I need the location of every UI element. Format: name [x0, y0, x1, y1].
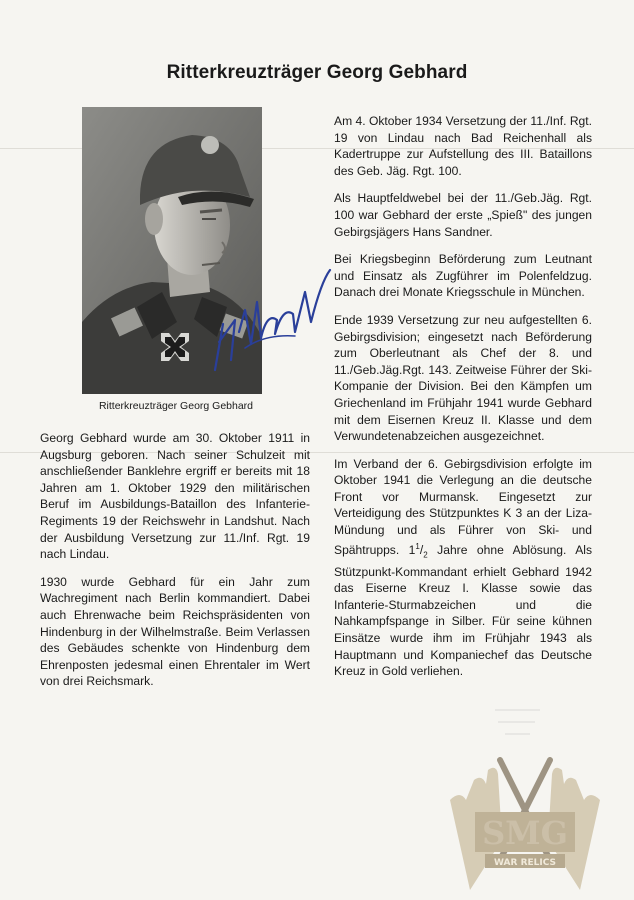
paragraph: Ende 1939 Versetzung zur neu aufgestellten 6. Gebirgsdivision; eingesetzt nach Beförderung zum Oberleutnant als Chef der 8. und 11./Geb.Jäg.Rgt. 143. Zeitweise Führer der Ski-Kompanie der Division. Bei den Kämpfen um Griechenland im Frühjahr 1941 wurde Gebhard mit dem Eisernen Kreuz II. Klasse und dem Verwundetenabzeichen ausgezeichnet.	[334, 312, 592, 444]
paragraph-text: Jahre ohne Ablösung. Als Stützpunkt-Kommandant erhielt Gebhard 1942 das Eiserne Kreuz I. Klasse sowie das Infanterie-Sturmabzeichen und die Nahkampfspange in Silber. Für seine kühnen Einsätze wurde ihm im Frühjahr 1943 als Hauptmann und Kompaniechef das Deutsche Kreuz in Gold verliehen.	[334, 542, 592, 679]
paragraph: Als Hauptfeldwebel bei der 11./Geb.Jäg. Rgt. 100 war Gebhard der erste „Spieß" des jungen Gebirgsjägers Hans Sandner.	[334, 191, 592, 239]
paragraph: Bei Kriegsbeginn Beförderung zum Leutnant und Einsatz als Zugführer im Polenfeldzug. Danach drei Monate Kriegsschule in München.	[334, 252, 592, 300]
paragraph: 1930 wurde Gebhard für ein Jahr zum Wachregiment nach Berlin kommandiert. Dabei auch Ehrenwache beim Reichspräsidenten von Hindenburg in der Wilhelmstraße. Beim Verlassen des Gebäudes schenkte von Hindenburg dem Ehrenposten jedesmal einen Ehrentaler im Wert von drei Reichsmark.	[40, 574, 310, 689]
document-title: Ritterkreuzträger Georg Gebhard	[166, 62, 468, 83]
watermark-logo	[430, 740, 620, 900]
paragraph: Am 4. Oktober 1934 Versetzung der 11./Inf. Rgt. 19 von Lindau nach Bad Reichenhall als Kadertruppe zur Aufstellung des III. Bataillons des Geb. Jäg. Rgt. 100.	[334, 114, 592, 178]
photo-caption: Ritterkreuzträger Georg Gebhard	[98, 400, 254, 412]
watermark-logo-text: SMG	[482, 814, 568, 852]
right-text-column	[334, 113, 592, 691]
fraction-numerator: 1	[415, 541, 420, 551]
bleed-through-mark	[490, 700, 550, 740]
left-text-column	[40, 430, 310, 701]
fraction-denominator: 2	[423, 550, 428, 560]
paragraph: Georg Gebhard wurde am 30. Oktober 1911 in Augsburg geboren. Nach seiner Schulzeit mit anschließender Banklehre ergriff er bereits mit 18 Jahren am 1. Oktober 1929 den militärischen Beruf im Ausbildungs-Bataillon des Infanterie-Regiments 19 der Reichswehr in Landshut. Nach der Ausbildung Versetzung zur 11./Inf. Rgt. 19 nach Lindau.	[40, 431, 310, 562]
paragraph: Im Verband der 6. Gebirgsdivision erfolgte im Oktober 1941 die Verlegung an die deutsche Front vor Murmansk. Eingesetzt zur Verteidigung des Stützpunktes K 3 an der Liza-Mündung und als Führer von Ski- und Spähtrupps. $1^1/_2$ Jahre ohne Ablösung. Als Stützpunkt-Kommandant erhielt Gebhard 1942 das Eiserne Kreuz I. Klasse sowie das Infanterie-Sturmabzeichen und die Nahkampfspange in Silber. Für seine kühnen Einsätze wurde ihm im Frühjahr 1943 als Hauptmann und Kompaniechef das Deutsche Kreuz in Gold verliehen.	[334, 456, 592, 679]
signature-autograph	[205, 262, 345, 382]
watermark-tagline: WAR RELICS	[494, 858, 556, 868]
paragraph-text: Im Verband der 6. Gebirgsdivision erfolgte im Oktober 1941 die Verlegung an die deutsche Front vor Murmansk. Eingesetzt zur Verteidigung des Stützpunktes K 3 an der Liza-Mündung und als Führer von Ski- und Spähtrupps. 1	[334, 456, 592, 557]
